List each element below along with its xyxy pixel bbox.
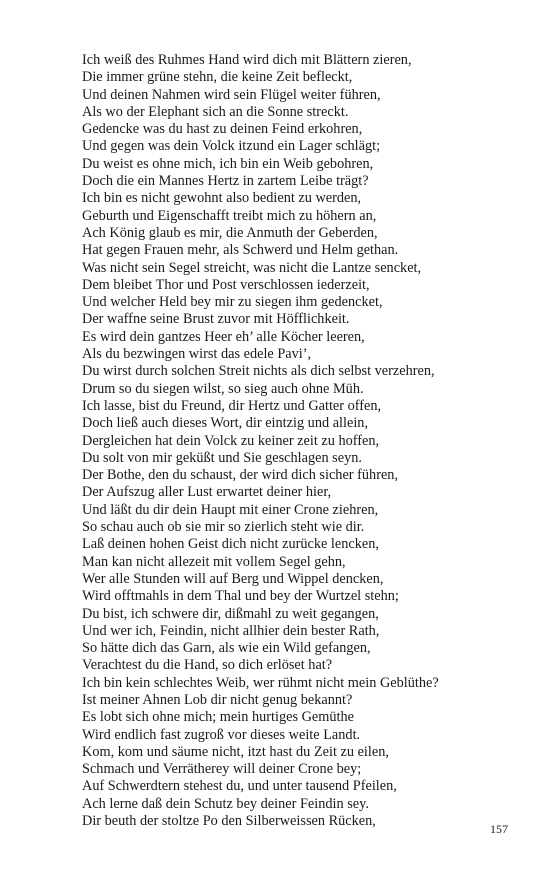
poem-line: Doch ließ auch dieses Wort, dir eintzig und allein, (82, 415, 369, 432)
poem-line: Als du bezwingen wirst das edele Pavi’, (82, 346, 312, 363)
poem-line: Laß deinen hohen Geist dich nicht zurücke lencken, (82, 536, 379, 553)
poem-line: Ach König glaub es mir, die Anmuth der Geberden, (82, 224, 378, 241)
poem-line: Wer alle Stunden will auf Berg und Wippel dencken, (82, 570, 384, 587)
poem-line: Wird endlich fast zugroß vor dieses weite Landt. (82, 726, 361, 743)
poem-line: Drum so du siegen wilst, so sieg auch ohne Müh. (82, 380, 364, 397)
poem-line: Und welcher Held bey mir zu siegen ihm gedencket, (82, 294, 383, 311)
poem-line: Dir beuth der stoltze Po den Silberweissen Rücken, (82, 813, 376, 830)
poem-line: So schau auch ob sie mir so zierlich steht wie dir. (82, 519, 365, 536)
poem-line: Du solt von mir geküßt und Sie geschlagen seyn. (82, 449, 362, 466)
poem-line: Ich bin es nicht gewohnt also bedient zu werden, (82, 190, 362, 207)
poem-line: Und deinen Nahmen wird sein Flügel weiter führen, (82, 86, 381, 103)
poem-line: Der waffne seine Brust zuvor mit Höfflichkeit. (82, 311, 350, 328)
poem-line: Ich bin kein schlechtes Weib, wer rühmt nicht mein Geblüthe? (82, 674, 439, 691)
poem-line: Ist meiner Ahnen Lob dir nicht genug bekannt? (82, 691, 353, 708)
poem-line: Und gegen was dein Volck itzund ein Lager schlägt; (82, 138, 381, 155)
page-number: 157 (490, 822, 508, 836)
poem-line: Es lobt sich ohne mich; mein hurtiges Gemüthe (82, 709, 354, 726)
poem-line: Dem bleibet Thor und Post verschlossen iederzeit, (82, 276, 370, 293)
poem-line: Hat gegen Frauen mehr, als Schwerd und Helm gethan. (82, 242, 399, 259)
poem-line: So hätte dich das Garn, als wie ein Wild gefangen, (82, 640, 371, 657)
poem-line: Du bist, ich schwere dir, dißmahl zu weit gegangen, (82, 605, 379, 622)
poem-line: Du weist es ohne mich, ich bin ein Weib gebohren, (82, 155, 374, 172)
poem-line: Ich weiß des Ruhmes Hand wird dich mit Blättern zieren, (82, 52, 412, 68)
poem-line: Kom, kom und säume nicht, itzt hast du Zeit zu eilen, (82, 743, 389, 760)
poem-line: Der Aufszug aller Lust erwartet deiner hier, (82, 484, 332, 501)
poem-line: Der Bothe, den du schaust, der wird dich sicher führen, (82, 467, 399, 484)
poem-line: Wird offtmahls in dem Thal und bey der Wurtzel stehn; (82, 588, 399, 605)
poem-line: Doch die ein Mannes Hertz in zartem Leibe trägt? (82, 173, 369, 190)
poem-line: Schmach und Verrätherey will deiner Crone bey; (82, 761, 362, 778)
poem-line: Die immer grüne stehn, die keine Zeit befleckt, (82, 69, 353, 86)
poem-line: Dergleichen hat dein Volck zu keiner zeit zu hoffen, (82, 432, 380, 449)
poem-line: Du wirst durch solchen Streit nichts als dich selbst verzehren, (82, 363, 435, 380)
poem-line: Man kan nicht allezeit mit vollem Segel gehn, (82, 553, 346, 570)
poem-line: Geburth und Eigenschafft treibt mich zu höhern an, (82, 207, 377, 224)
poem-line: Als wo der Elephant sich an die Sonne streckt. (82, 103, 349, 120)
poem-line: Ach lerne daß dein Schutz bey deiner Feindin sey. (82, 795, 369, 812)
poem-text-block (82, 52, 522, 830)
poem-line: Gedencke was du hast zu deinen Feind erkohren, (82, 121, 363, 138)
poem-line: Und läßt du dir dein Haupt mit einer Crone ziehren, (82, 501, 379, 518)
poem-line: Es wird dein gantzes Heer eh’ alle Köcher leeren, (82, 328, 365, 345)
poem-line: Was nicht sein Segel streicht, was nicht die Lantze sencket, (82, 259, 422, 276)
poem-line: Ich lasse, bist du Freund, dir Hertz und Gatter offen, (82, 397, 382, 414)
poem-line: Verachtest du die Hand, so dich erlöset hat? (82, 657, 333, 674)
poem-line: Und wer ich, Feindin, nicht allhier dein bester Rath, (82, 622, 380, 639)
poem-line: Auf Schwerdtern stehest du, und unter tausend Pfeilen, (82, 778, 397, 795)
